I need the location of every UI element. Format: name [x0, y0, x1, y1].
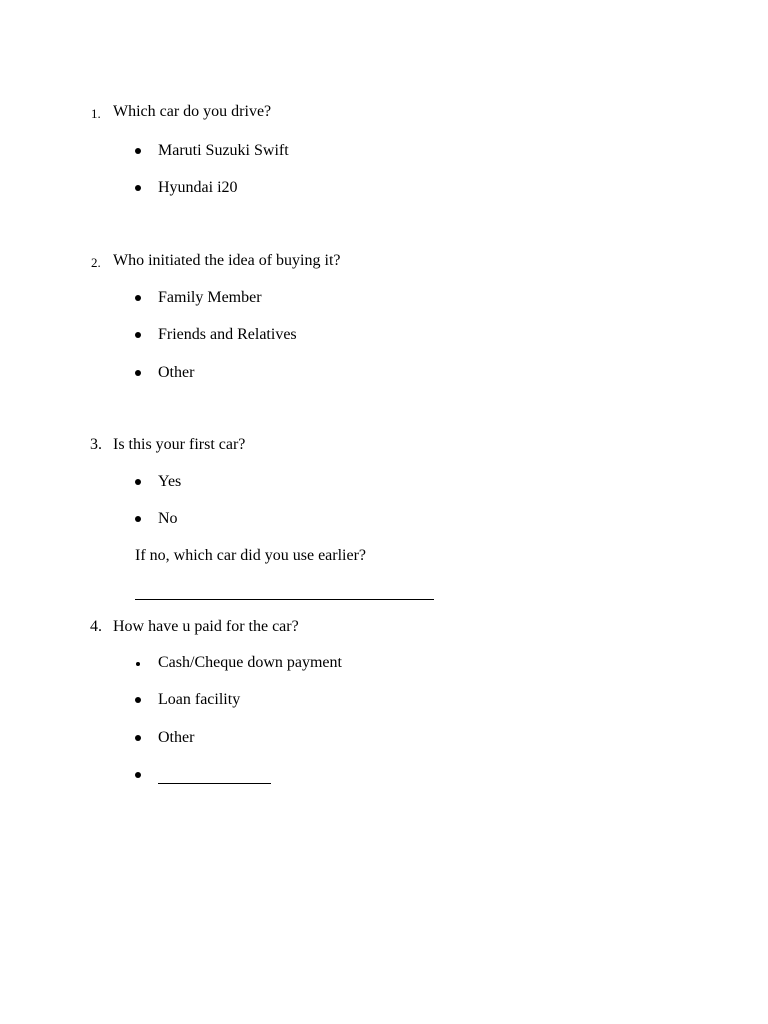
- bullet-icon: [135, 370, 141, 376]
- option-label: Other: [158, 364, 195, 381]
- bullet-icon: [135, 479, 141, 485]
- question-text: How have u paid for the car?: [113, 618, 299, 635]
- question-number: 2.: [91, 255, 101, 270]
- option-label: Other: [158, 729, 195, 746]
- answer-blank-line[interactable]: [135, 599, 434, 600]
- bullet-icon: [135, 516, 141, 522]
- option-label: Loan facility: [158, 691, 241, 708]
- bullet-icon: [135, 697, 141, 703]
- question-text: Who initiated the idea of buying it?: [113, 252, 341, 269]
- followup-text: If no, which car did you use earlier?: [135, 547, 367, 564]
- option-label: No: [158, 510, 178, 527]
- question-number: 1.: [91, 106, 101, 121]
- option-label: Hyundai i20: [158, 179, 238, 196]
- bullet-icon: [136, 662, 140, 666]
- option-label: Maruti Suzuki Swift: [158, 142, 289, 159]
- bullet-icon: [135, 185, 141, 191]
- option-label: Cash/Cheque down payment: [158, 654, 342, 671]
- bullet-icon: [135, 148, 141, 154]
- bullet-icon: [135, 735, 141, 741]
- question-text: Is this your first car?: [113, 436, 246, 453]
- question-number: 4.: [90, 618, 102, 635]
- question-text: Which car do you drive?: [113, 103, 272, 120]
- option-label: Yes: [158, 473, 182, 490]
- bullet-icon: [135, 295, 141, 301]
- question-number: 3.: [90, 436, 102, 453]
- answer-blank-line[interactable]: [158, 783, 271, 784]
- bullet-icon: [135, 772, 141, 778]
- option-label: Family Member: [158, 289, 262, 306]
- bullet-icon: [135, 332, 141, 338]
- option-label: Friends and Relatives: [158, 326, 297, 343]
